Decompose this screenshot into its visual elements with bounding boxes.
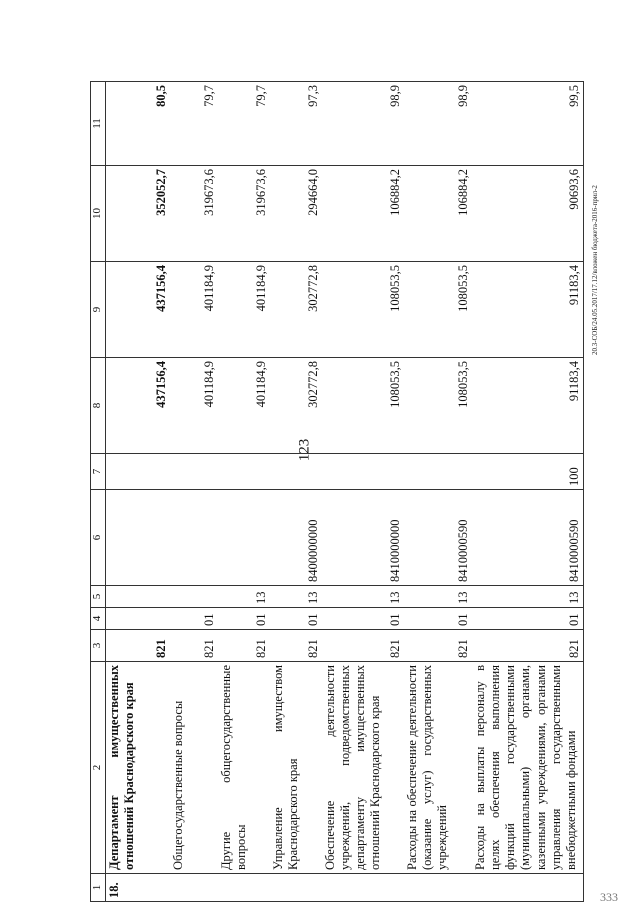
- row-code-3: 821: [106, 630, 170, 662]
- row-code-3: 821: [404, 630, 472, 662]
- row-value-10: 106884,2: [322, 166, 404, 262]
- row-name: Расходы на выплаты персоналу в целях обеспечения выполнения функций государственными (муниципальными) органами, казенными учреждениями, органами управления государственными внебюджетными фондами: [472, 662, 584, 874]
- row-code-5: 13: [218, 586, 270, 608]
- row-code-6: [170, 490, 218, 586]
- header-row: [91, 82, 106, 902]
- row-value-10: 106884,2: [404, 166, 472, 262]
- row-value-10: 319673,6: [170, 166, 218, 262]
- row-code-7: [404, 454, 472, 490]
- row-number: [270, 874, 322, 902]
- row-name: Департамент имущественных отношений Краснодарского края: [106, 662, 170, 874]
- header-col-7: 7: [91, 454, 106, 490]
- row-value-11: 79,7: [170, 82, 218, 166]
- header-col-4: 4: [91, 608, 106, 630]
- row-code-5: [106, 586, 170, 608]
- row-code-6: 8410000000: [322, 490, 404, 586]
- header-col-6: 6: [91, 490, 106, 586]
- row-number: [170, 874, 218, 902]
- row-name: Расходы на обеспечение деятельности (оказание услуг) государственных учреждений: [404, 662, 472, 874]
- row-code-6: 8410000590: [404, 490, 472, 586]
- table-row: [170, 82, 218, 902]
- row-code-3: 821: [218, 630, 270, 662]
- row-value-11: 98,9: [322, 82, 404, 166]
- header-col-9: 9: [91, 262, 106, 358]
- row-code-6: 8410000590: [472, 490, 584, 586]
- row-value-9: 401184,9: [170, 262, 218, 358]
- header-col-3: 3: [91, 630, 106, 662]
- table-row: [472, 82, 584, 902]
- row-code-3: 821: [270, 630, 322, 662]
- row-code-6: [106, 490, 170, 586]
- row-value-8: 401184,9: [218, 358, 270, 454]
- row-code-4: 01: [218, 608, 270, 630]
- row-code-4: 01: [472, 608, 584, 630]
- row-value-11: 80,5: [106, 82, 170, 166]
- row-code-3: 821: [472, 630, 584, 662]
- row-code-7: [106, 454, 170, 490]
- row-code-7: [170, 454, 218, 490]
- row-value-9: 108053,5: [404, 262, 472, 358]
- header-col-8: 8: [91, 358, 106, 454]
- row-name: Общегосударственные вопросы: [170, 662, 218, 874]
- row-code-4: [106, 608, 170, 630]
- header-col-10: 10: [91, 166, 106, 262]
- table-row: [270, 82, 322, 902]
- row-number: [472, 874, 584, 902]
- row-value-8: 108053,5: [322, 358, 404, 454]
- row-value-9: 108053,5: [322, 262, 404, 358]
- row-value-9: 302772,8: [270, 262, 322, 358]
- row-value-8: 302772,8: [270, 358, 322, 454]
- budget-table-wrapper: [90, 82, 600, 902]
- budget-table: [90, 81, 584, 902]
- row-value-10: 319673,6: [218, 166, 270, 262]
- row-value-8: 437156,4: [106, 358, 170, 454]
- row-value-11: 98,9: [404, 82, 472, 166]
- row-name: Управление имуществом Краснодарского края: [270, 662, 322, 874]
- row-code-4: 01: [170, 608, 218, 630]
- row-value-10: 294664,0: [270, 166, 322, 262]
- row-value-9: 437156,4: [106, 262, 170, 358]
- row-value-10: 352052,7: [106, 166, 170, 262]
- row-value-8: 91183,4: [472, 358, 584, 454]
- row-code-3: 821: [170, 630, 218, 662]
- row-value-8: 108053,5: [404, 358, 472, 454]
- footer-note: 20.3-СОБ/24.05.2017/17.12/вложен бюджета-2016-прил-2: [591, 185, 599, 355]
- row-code-6: 8400000000: [270, 490, 322, 586]
- row-code-4: 01: [404, 608, 472, 630]
- row-code-5: 13: [270, 586, 322, 608]
- header-col-5: 5: [91, 586, 106, 608]
- row-number: [322, 874, 404, 902]
- header-col-11: 11: [91, 82, 106, 166]
- row-value-9: 401184,9: [218, 262, 270, 358]
- row-code-5: 13: [322, 586, 404, 608]
- row-name: Другие общегосударственные вопросы: [218, 662, 270, 874]
- table-row: [322, 82, 404, 902]
- row-code-5: 13: [404, 586, 472, 608]
- row-number: 18.: [106, 874, 170, 902]
- row-value-11: 99,5: [472, 82, 584, 166]
- row-code-6: [218, 490, 270, 586]
- row-code-7: 100: [472, 454, 584, 490]
- table-row: [106, 82, 170, 902]
- row-value-10: 90693,6: [472, 166, 584, 262]
- row-name: Обеспечение деятельности учреждений, подведомственных департаменту имущественных отношений Краснодарского края: [322, 662, 404, 874]
- row-value-9: 91183,4: [472, 262, 584, 358]
- row-code-5: 13: [472, 586, 584, 608]
- row-code-7: [218, 454, 270, 490]
- header-col-1: 1: [91, 874, 106, 902]
- row-number: [404, 874, 472, 902]
- header-col-2: 2: [91, 662, 106, 874]
- row-code-5: [170, 586, 218, 608]
- row-value-11: 79,7: [218, 82, 270, 166]
- row-code-4: 01: [270, 608, 322, 630]
- row-code-4: 01: [322, 608, 404, 630]
- table-row: [218, 82, 270, 902]
- page-number: 123: [296, 438, 313, 462]
- corner-number: 333: [600, 890, 618, 904]
- row-value-8: 401184,9: [170, 358, 218, 454]
- table-row: [404, 82, 472, 902]
- row-number: [218, 874, 270, 902]
- row-value-11: 97,3: [270, 82, 322, 166]
- row-code-7: [270, 454, 322, 490]
- row-code-7: [322, 454, 404, 490]
- row-code-3: 821: [322, 630, 404, 662]
